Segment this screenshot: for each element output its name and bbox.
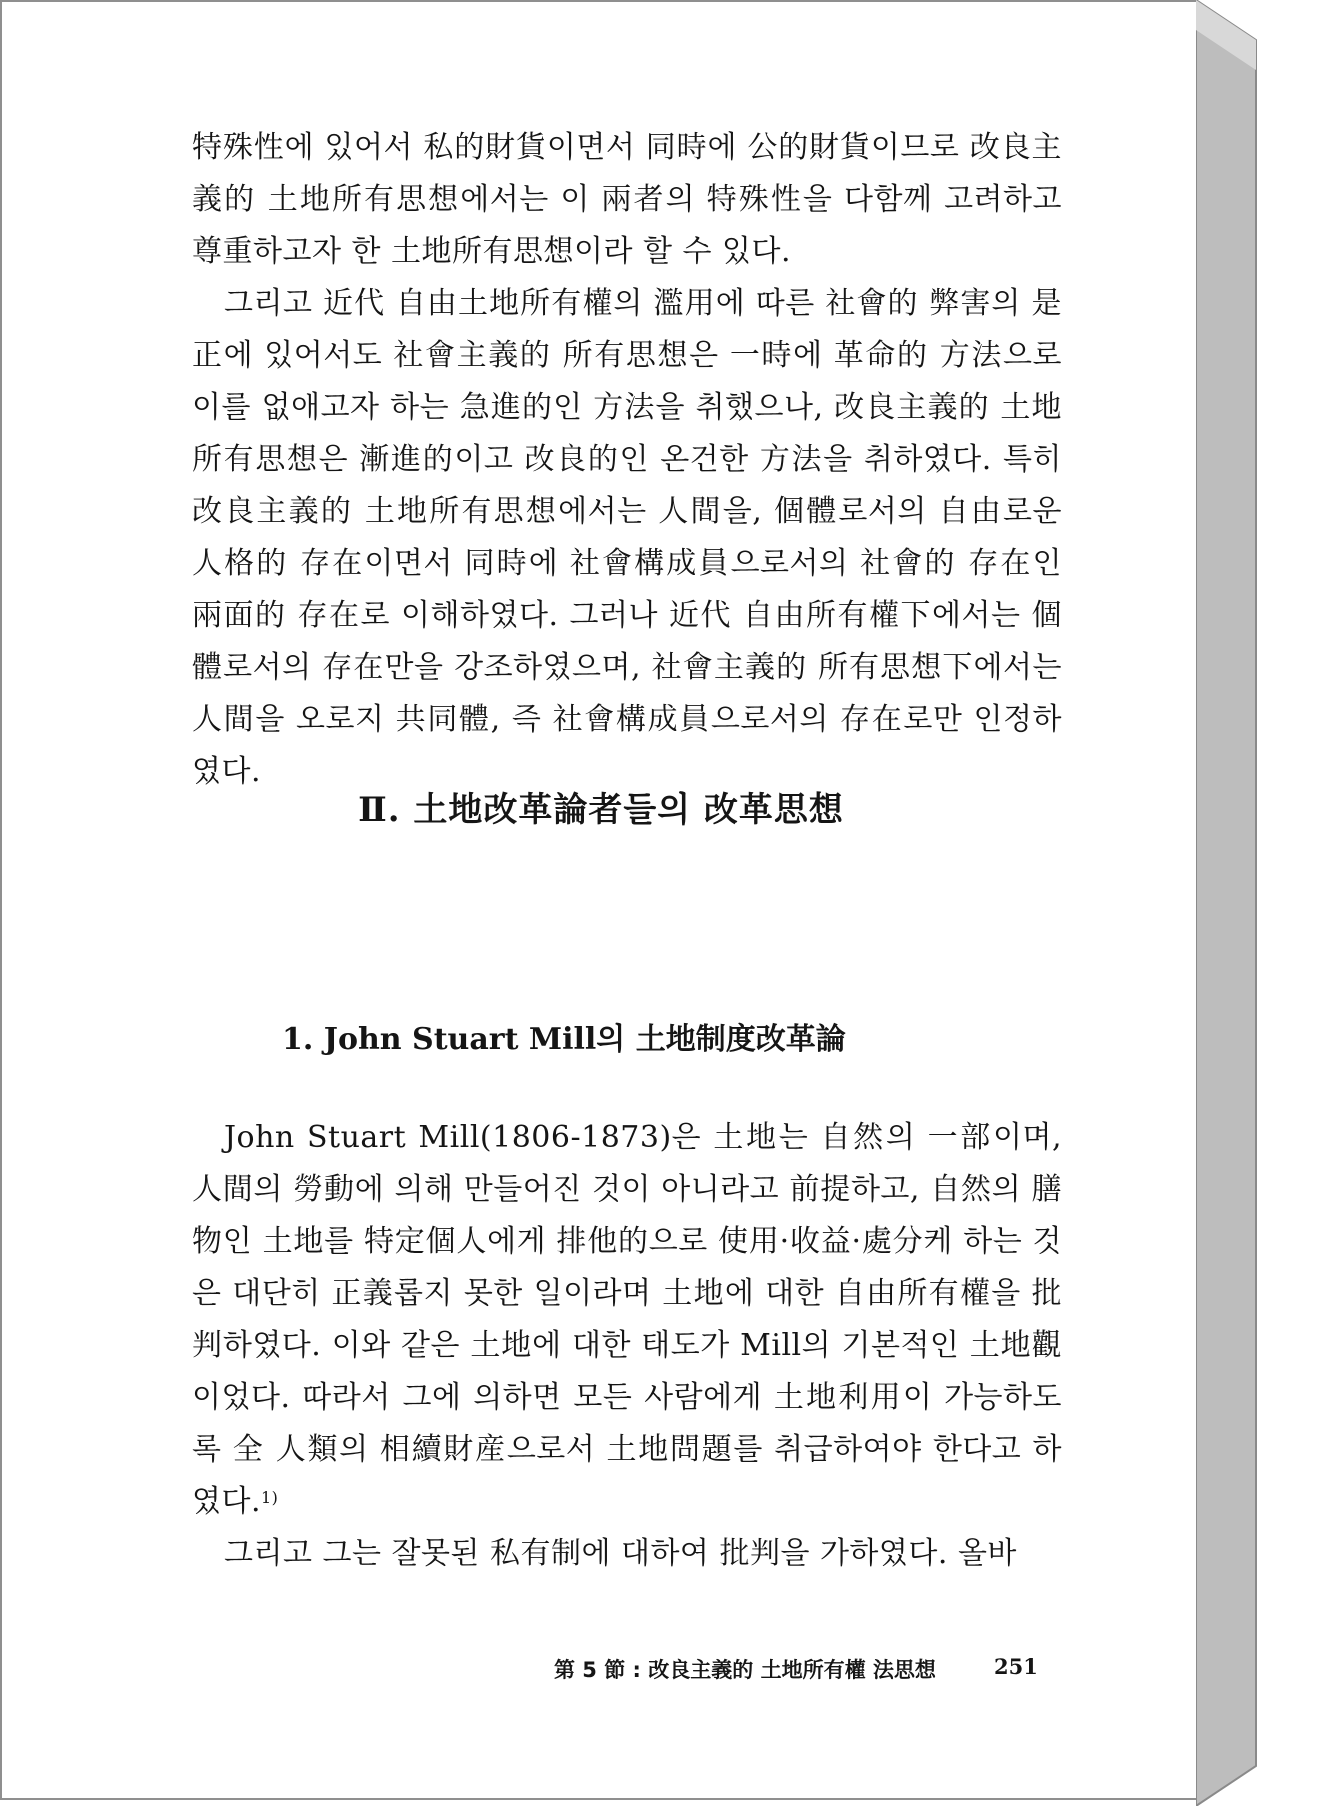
- running-footer: 第 5 節 : 改良主義的 土地所有權 法思想: [554, 1658, 936, 1682]
- paragraph: 그리고 그는 잘못된 私有制에 대하여 批判을 가하였다. 올바: [224, 1536, 1017, 1571]
- book-edge: [1196, 0, 1266, 1806]
- subsection-heading: 1. John Stuart Mill의 土地制度改革論: [282, 1022, 846, 1057]
- body-text-bottom: [192, 1112, 1062, 1580]
- page-number: 251: [994, 1654, 1038, 1679]
- paragraph: 그리고 近代 自由土地所有權의 濫用에 따른 社會的 弊害의 是正에 있어서도 社會主義的 所有思想은 一時에 革命的 方法으로 이를 없애고자 하는 急進的인 方法을 취했으나, 改良主義的 土地所有思想은 漸進的이고 改良的인 온건한 方法을 취하였다. 특히 改良主義的 土地所有思想에서는 人間을, 個體로서의 自由로운 人格的 存在이면서 同時에 社會構成員으로서의 社會的 存在인 兩面的 存在로 이해하였다. 그러나 近代 自由所有權下에서는 個體로서의 存在만을 강조하였으며, 社會主義的 所有思想下에서는 人間을 오로지 共同體, 즉 社會構成員으로서의 存在로만 인정하였다.: [192, 286, 1062, 789]
- body-text-top: [192, 122, 1062, 798]
- paragraph: 特殊性에 있어서 私的財貨이면서 同時에 公的財貨이므로 改良主義的 土地所有思想에서는 이 兩者의 特殊性을 다함께 고려하고 尊重하고자 한 土地所有思想이라 할 수 있다.: [192, 130, 1062, 269]
- section-heading: Ⅱ. 土地改革論者들의 改革思想: [358, 790, 844, 830]
- paragraph-text: John Stuart Mill(1806-1873)은 土地는 自然의 一部이며, 人間의 勞動에 의해 만들어진 것이 아니라고 前提하고, 自然의 膳物인 土地를 特定個人에게 排他的으로 使用·收益·處分케 하는 것은 대단히 正義롭지 못한 일이라며 土地에 대한 自由所有權을 批判하였다. 이와 같은 土地에 대한 태도가 Mill의 기본적인 土地觀이었다. 따라서 그에 의하면 모든 사람에게 土地利用이 가능하도록 全 人類의 相續財産으로서 土地問題를 취급하여야 한다고 하였다.: [192, 1120, 1062, 1519]
- paragraph: [192, 1112, 1062, 1528]
- footnote-marker: 1): [261, 1488, 279, 1507]
